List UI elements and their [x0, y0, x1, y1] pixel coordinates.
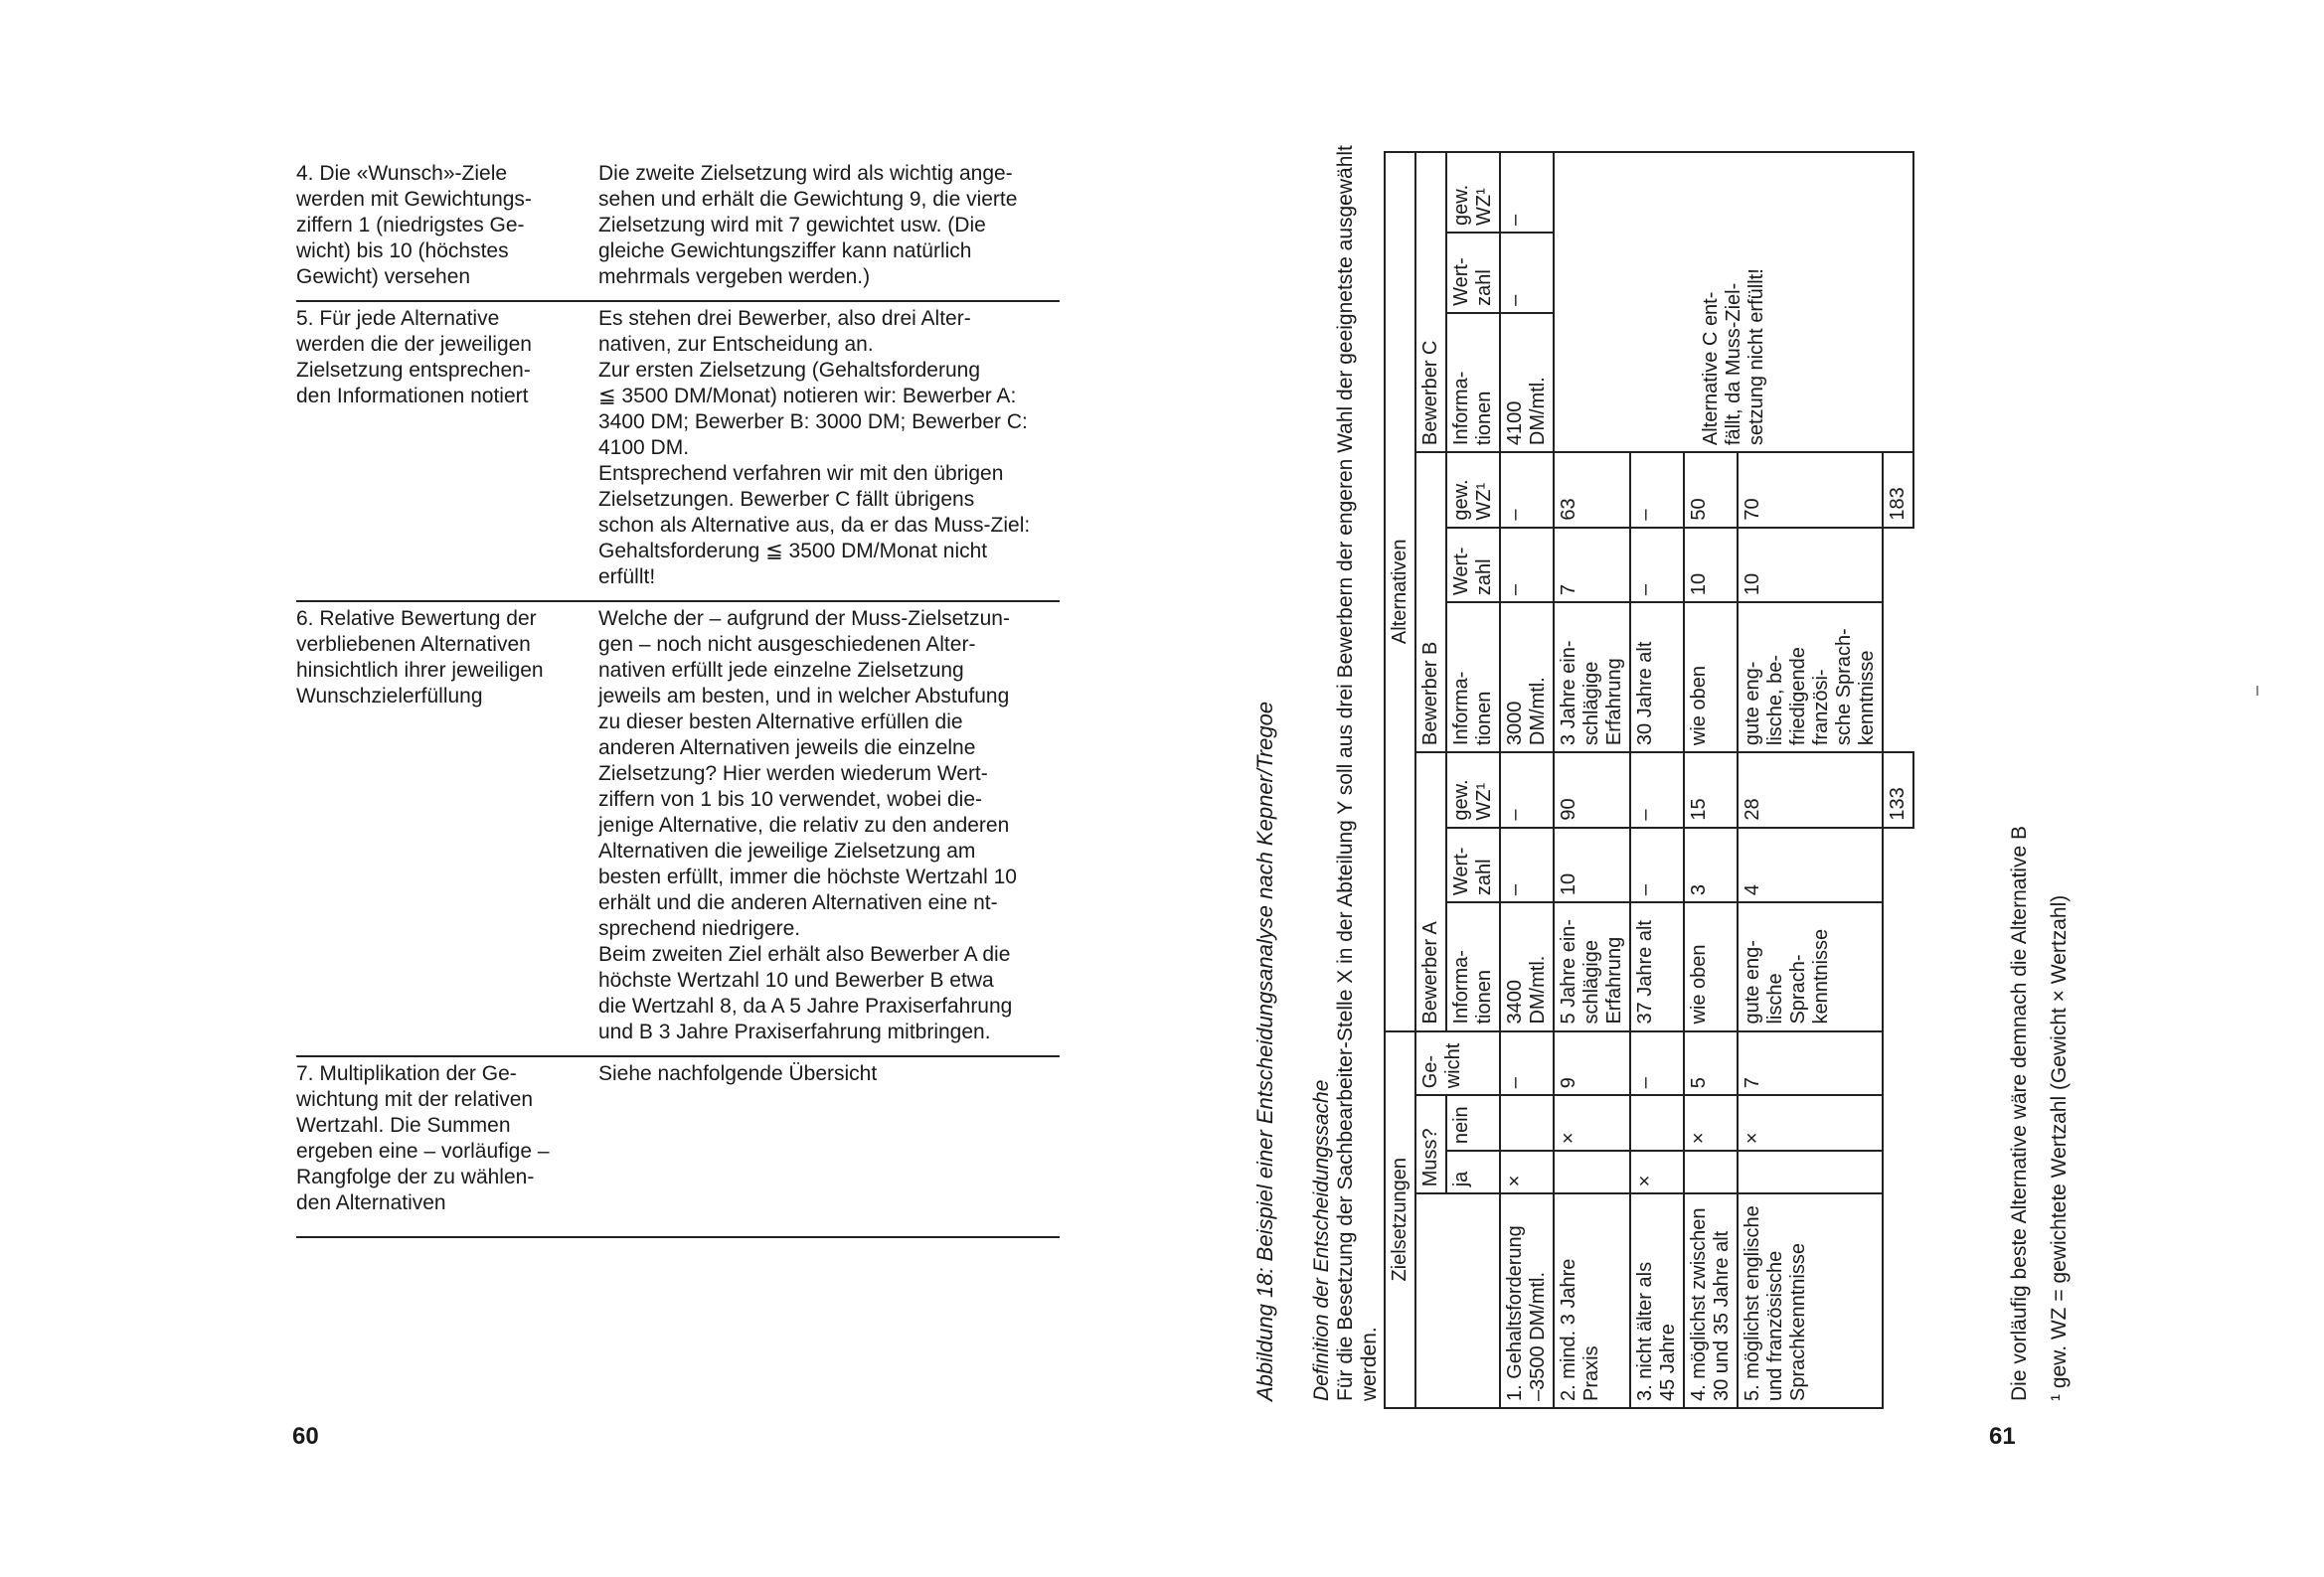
- figure-caption: Abbildung 18: Beispiel einer Entscheidungsanalyse nach Kepner/Tregoe: [1252, 701, 1277, 1401]
- page-number-left: 60: [292, 1423, 319, 1450]
- a-info-cell: wie oben: [1684, 902, 1738, 1030]
- c-gew-wz-cell: –: [1500, 152, 1554, 233]
- step-label: 4. Die «Wunsch»-Ziele werden mit Gewichtungs- ziffern 1 (niedrigstes Ge- wicht) bis 10 (höchstes Gewicht) versehen: [296, 162, 532, 288]
- b-wertzahl-cell: 10: [1738, 528, 1883, 603]
- procedure-step-5: [296, 306, 1060, 602]
- page-number-right: 61: [1989, 1423, 2016, 1450]
- muss-ja-cell: ×: [1500, 1151, 1554, 1193]
- a-info-cell: 37 Jahre alt: [1630, 902, 1684, 1030]
- sum-a-cell: 133: [1883, 752, 1913, 828]
- ziel-cell: 4. möglichst zwischen 30 und 35 Jahre alt: [1684, 1193, 1738, 1408]
- header-alternativen: Alternativen: [1385, 152, 1415, 1031]
- a-wertzahl-cell: –: [1630, 828, 1684, 903]
- header-ja: ja: [1446, 1151, 1500, 1193]
- b-gew-wz-cell: 63: [1554, 452, 1630, 528]
- b-gew-wz-cell: 70: [1738, 452, 1883, 528]
- b-gew-wz-cell: –: [1500, 452, 1554, 528]
- b-wertzahl-cell: –: [1630, 528, 1684, 603]
- b-wertzahl-cell: 10: [1684, 528, 1738, 603]
- gewicht-cell: –: [1630, 1031, 1684, 1096]
- muss-ja-cell: [1684, 1151, 1738, 1193]
- a-info-cell: 3400 DM/mtl.: [1500, 902, 1554, 1030]
- a-info-cell: 5 Jahre ein- schlägige Erfahrung: [1554, 902, 1630, 1030]
- header-empty: [1415, 1193, 1500, 1408]
- header-b-wertzahl: Wert- zahl: [1446, 528, 1500, 603]
- decision-table: [1384, 151, 1914, 1409]
- a-gew-wz-cell: –: [1630, 752, 1684, 828]
- header-a-informationen: Informa- tionen: [1446, 902, 1500, 1030]
- ziel-cell: 5. möglichst englische und französische Sprachkenntnisse: [1738, 1193, 1883, 1408]
- header-a-wertzahl: Wert- zahl: [1446, 828, 1500, 903]
- c-wertzahl-cell: –: [1500, 233, 1554, 313]
- c-info-cell: 4100 DM/mtl.: [1500, 313, 1554, 452]
- procedure-step-7: [296, 1061, 1060, 1226]
- definition-title: Definition der Entscheidungssache: [1310, 1079, 1333, 1401]
- step-label: 7. Multiplikation der Ge- wichtung mit der relativen Wertzahl. Die Summen ergeben eine – vorläufige – Rangfolge der zu wählen- den Alternativen: [296, 1062, 550, 1214]
- procedure-step-4: [296, 159, 1060, 302]
- b-info-cell: 3000 DM/mtl.: [1500, 602, 1554, 752]
- procedure-table: [296, 159, 1060, 1230]
- b-info-cell: 3 Jahre ein- schlägige Erfahrung: [1554, 602, 1630, 752]
- a-wertzahl-cell: –: [1500, 828, 1554, 903]
- c-eliminated-note: Alternative C ent- fällt, da Muss-Ziel- setzung nicht erfüllt!: [1554, 152, 1913, 452]
- gewicht-cell: 9: [1554, 1031, 1630, 1096]
- gewicht-cell: 7: [1738, 1031, 1883, 1096]
- b-wertzahl-cell: 7: [1554, 528, 1630, 603]
- table-bottom-rule: [296, 1236, 1060, 1238]
- a-wertzahl-cell: 10: [1554, 828, 1630, 903]
- muss-nein-cell: [1500, 1095, 1554, 1151]
- ziel-cell: 2. mind. 3 Jahre Praxis: [1554, 1193, 1630, 1408]
- header-b-gew-wz: gew. WZ¹: [1446, 452, 1500, 528]
- muss-nein-cell: ×: [1738, 1095, 1883, 1151]
- header-bewerber-a: Bewerber A: [1415, 752, 1446, 1030]
- header-b-informationen: Informa- tionen: [1446, 602, 1500, 752]
- b-info-cell: wie oben: [1684, 602, 1738, 752]
- header-muss: Muss?: [1415, 1095, 1446, 1193]
- a-gew-wz-cell: 15: [1684, 752, 1738, 828]
- gewicht-cell: 5: [1684, 1031, 1738, 1096]
- a-gew-wz-cell: 90: [1554, 752, 1630, 828]
- step-label: 5. Für jede Alternative werden die der jeweiligen Zielsetzung entsprechen- den Informationen notiert: [296, 307, 532, 407]
- muss-nein-cell: ×: [1684, 1095, 1738, 1151]
- definition-text: Für die Besetzung der Sachbearbeiter-Stelle X in der Abteilung Y soll aus drei Bewerbern der engeren Wahl der geeignetste ausgewählt werden.: [1334, 145, 1381, 1401]
- step-text: Welche der – aufgrund der Muss-Zielsetzun- gen – noch nicht ausgeschiedenen Alter- nativen erfüllt jede einzelne Zielsetzung jeweils am besten, und in welcher Abstufung zu dieser besten Alternative erfüllen die anderen Alternativen jeweils die einzelne Zielsetzung? Hier werden wiederum Wert- ziffern von 1 bis 10 verwendet, wobei die- jenige Alternative, die relativ zu den anderen Alternativen die jeweilige Zielsetzung am besten erfüllt, immer die höchste Wertzahl 10 erhält und die anderen Alternativen eine nt- sprechend niedrigere. Beim zweiten Ziel erhält also Bewerber A die höchste Wertzahl 10 und Bewerber B etwa die Wertzahl 8, da A 5 Jahre Praxiserfahrung und B 3 Jahre Praxiserfahrung mitbringen.: [598, 607, 1017, 1043]
- header-bewerber-b: Bewerber B: [1415, 452, 1446, 752]
- step-label: 6. Relative Bewertung der verbliebenen Alternativen hinsichtlich ihrer jeweiligen Wunschzielerfüllung: [296, 607, 544, 708]
- step-text: Die zweite Zielsetzung wird als wichtig ange- sehen und erhält die Gewichtung 9, die vierte Zielsetzung wird mit 7 gewichtet usw. (Die gleiche Gewichtungsziffer kann natürlich mehrmals vergeben werden.): [598, 162, 1018, 288]
- a-gew-wz-cell: –: [1500, 752, 1554, 828]
- procedure-step-6: [296, 606, 1060, 1057]
- a-info-cell: gute eng- lische Sprach- kenntnisse: [1738, 902, 1883, 1030]
- a-wertzahl-cell: 4: [1738, 828, 1883, 903]
- header-zielsetzungen: Zielsetzungen: [1385, 1031, 1415, 1408]
- header-c-gew-wz: gew. WZ¹: [1446, 152, 1500, 233]
- a-gew-wz-cell: 28: [1738, 752, 1883, 828]
- muss-nein-cell: [1630, 1095, 1684, 1151]
- b-wertzahl-cell: –: [1500, 528, 1554, 603]
- sum-spacer: [1883, 828, 1913, 1408]
- header-c-wertzahl: Wert- zahl: [1446, 233, 1500, 313]
- gewicht-cell: –: [1500, 1031, 1554, 1096]
- sum-spacer: [1883, 528, 1913, 753]
- b-gew-wz-cell: 50: [1684, 452, 1738, 528]
- rotated-figure: [1233, 137, 2087, 1429]
- sum-b-cell: 183: [1883, 452, 1913, 528]
- b-info-cell: 30 Jahre alt: [1630, 602, 1684, 752]
- header-c-informationen: Informa- tionen: [1446, 313, 1500, 452]
- ziel-cell: 1. Gehaltsforderung –3500 DM/mtl.: [1500, 1193, 1554, 1408]
- muss-ja-cell: ×: [1630, 1151, 1684, 1193]
- header-bewerber-c: Bewerber C: [1415, 152, 1446, 452]
- muss-ja-cell: [1554, 1151, 1630, 1193]
- b-info-cell: gute eng- lische, be- friedigende französi- sche Sprach- kenntnisse: [1738, 602, 1883, 752]
- figure-definition: [1310, 119, 1382, 1401]
- header-a-gew-wz: gew. WZ¹: [1446, 752, 1500, 828]
- a-wertzahl-cell: 3: [1684, 828, 1738, 903]
- header-gewicht: Ge- wicht: [1415, 1031, 1500, 1096]
- ziel-cell: 3. nicht älter als 45 Jahre: [1630, 1193, 1684, 1408]
- step-text: Siehe nachfolgende Übersicht: [598, 1062, 878, 1085]
- scan-mark: [2256, 686, 2258, 696]
- table-row: [1554, 152, 1630, 1408]
- muss-ja-cell: [1738, 1151, 1883, 1193]
- step-text: Es stehen drei Bewerber, also drei Alter- nativen, zur Entscheidung an. Zur ersten Zielsetzung (Gehaltsforderung ≦ 3500 DM/Monat) notieren wir: Bewerber A: 3400 DM; Bewerber B: 3000 DM; Bewerber C: 4100 DM. Entsprechend verfahren wir mit den übrigen Zielsetzungen. Bewerber C fällt übrigens schon als Alternative aus, da er das Muss-Ziel: Gehaltsforderung ≦ 3500 DM/Monat nicht erfüllt!: [598, 307, 1031, 588]
- muss-nein-cell: ×: [1554, 1095, 1630, 1151]
- header-nein: nein: [1446, 1095, 1500, 1151]
- table-row: [1500, 152, 1554, 1408]
- footnote-text: ¹ gew. WZ = gewichtete Wertzahl (Gewicht × Wertzahl): [2048, 894, 2071, 1401]
- b-gew-wz-cell: –: [1630, 452, 1684, 528]
- conclusion-text: Die vorläufig beste Alternative wäre demnach die Alternative B: [2008, 826, 2031, 1401]
